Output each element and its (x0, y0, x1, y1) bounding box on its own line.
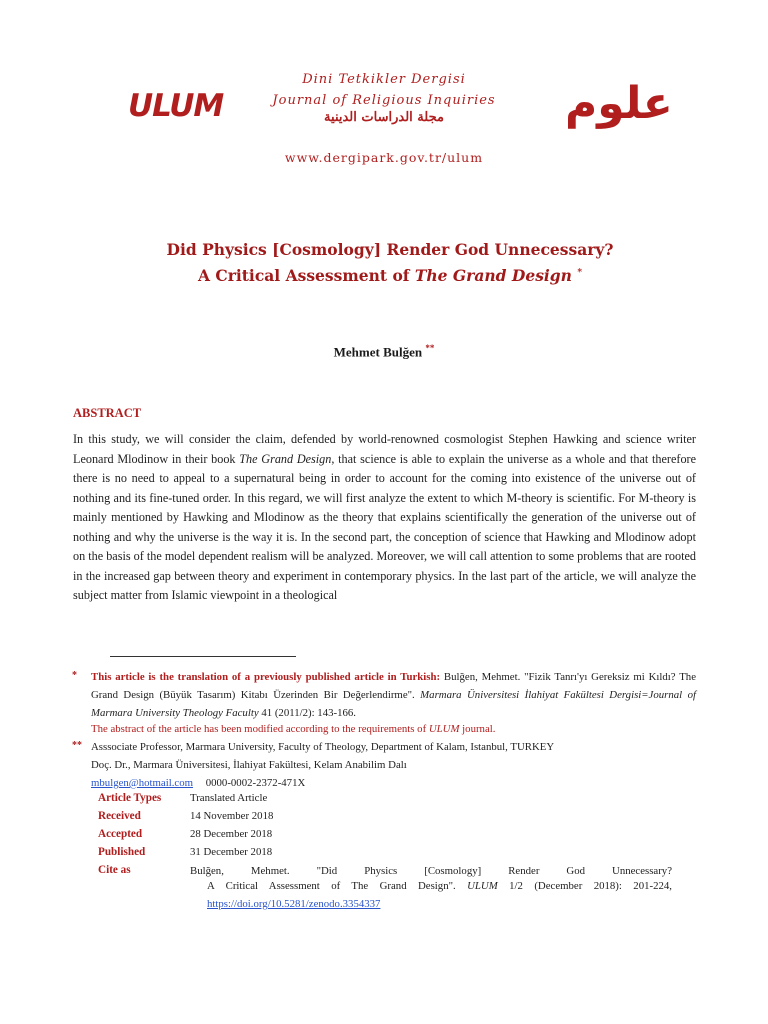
cite-as-label: Cite as (98, 864, 131, 876)
footnote1-note-suffix: journal. (459, 723, 496, 735)
author-name (234, 343, 534, 360)
footnote1-note-journal: ULUM (428, 723, 460, 735)
published-value: 31 December 2018 (190, 846, 273, 858)
footnote2-text (91, 738, 696, 774)
author-footnote-mark[interactable]: ** (425, 343, 435, 353)
footnote1-note (91, 720, 696, 738)
journal-logo-latin: ULUM (128, 88, 224, 124)
received-label: Received (98, 810, 141, 822)
footnote2-affiliation-tr: Doç. Dr., Marmara Üniversitesi, İlahiyat Fakültesi, Kelam Anabilim Dalı (91, 759, 407, 771)
footnote1-note-prefix: The abstract of the article has been modified according to the requirements of (91, 723, 429, 735)
title-prefix: A Critical Assessment of (197, 266, 415, 285)
title-footnote-mark[interactable]: * (577, 267, 583, 278)
accepted-value: 28 December 2018 (190, 828, 273, 840)
journal-logo-arabic: علوم (565, 78, 673, 129)
journal-name-arabic: مجلة الدراسات الدينية (324, 110, 444, 125)
abstract-text-part2: , that science is able to explain the universe as a whole and that therefore there is no need to appeal to a supernatural being in order to account for the coming into existence of the universe out of nothing and its fine-tuned order. In this regard, we will first analyze the extent to which M-theory is scientific. For M-theory is mainly mentioned by Hawking and Mlodinow as the theory that explains scientifically the generation of the universe out of nothing and why the universe is the way it is. In the second part, the conception of science that Hawking and Mlodinow adopt on the basis of the model dependent realism will be analyzed. Moreover, we will call attention to some problems that are rooted in the increased gap between theory and experiment in contemporary physics. In the last part of the article, we will analyze the subject matter from Islamic viewpoint in a theological (73, 451, 696, 602)
article-title-line2 (170, 266, 610, 285)
article-types-value: Translated Article (190, 792, 268, 804)
footnote1-lead: This article is the translation of a previously published article in Turkish: (91, 671, 441, 683)
footnote1-mark: * (72, 670, 77, 681)
footnote1-tail: 41 (2011/2): 143-166. (258, 707, 356, 719)
received-value: 14 November 2018 (190, 810, 274, 822)
article-types-label: Article Types (98, 792, 162, 804)
cite-line2-prefix: A Critical Assessment of The Grand Design". (207, 880, 468, 892)
footnote1-text (91, 668, 696, 722)
contact-line (91, 774, 305, 792)
email-link[interactable]: mbulgen@hotmail.com (91, 777, 194, 789)
cite-line2 (207, 880, 672, 892)
published-label: Published (98, 846, 146, 858)
abstract-text-part1: In this study, we will consider the claim, defended by world-renowned cosmologist Stephen Hawking and science writer Leonard Mlodinow in their book (73, 432, 696, 466)
orcid-id: 0000-0002-2372-471X (205, 777, 306, 789)
cite-line1: Bulğen, Mehmet. "Did Physics [Cosmology] Render God Unnecessary? (190, 865, 672, 877)
abstract-book-title: The Grand Design (239, 451, 332, 466)
footnote1-citation: Bulğen, Mehmet. "Fizik Tanrı'yı Gereksiz mi Kıldı? The Grand Design (Büyük Tasarım) Kitabı Üzerinden Bir Değerlendirme". (91, 671, 696, 701)
cite-journal: ULUM (467, 880, 498, 892)
footnote-divider (110, 656, 296, 657)
doi-link[interactable]: https://doi.org/10.5281/zenodo.3354337 (207, 898, 381, 910)
cite-line2-suffix: 1/2 (December 2018): 201-224, (497, 880, 672, 892)
title-book-name: The Grand Design (414, 266, 572, 285)
journal-url[interactable]: www.dergipark.gov.tr/ulum (284, 150, 484, 165)
footnote2-affiliation-en: Asssociate Professor, Marmara University, Faculty of Theology, Department of Kalam, Istanbul, TURKEY (91, 741, 555, 753)
footnote1-journal: Marmara Üniversitesi İlahiyat Fakültesi Dergisi=Journal of Marmara University Theology Faculty (91, 689, 696, 719)
journal-name-english: Journal of Religious Inquiries (272, 93, 496, 108)
abstract-text (73, 430, 696, 625)
footnote2-mark: ** (72, 740, 82, 751)
abstract-heading: ABSTRACT (73, 406, 142, 420)
journal-name-turkish: Dini Tetkikler Dergisi (302, 72, 466, 87)
accepted-label: Accepted (98, 828, 143, 840)
article-title-line1: Did Physics [Cosmology] Render God Unnecessary? (166, 240, 614, 259)
author-name-text: Mehmet Bulğen (333, 344, 423, 360)
